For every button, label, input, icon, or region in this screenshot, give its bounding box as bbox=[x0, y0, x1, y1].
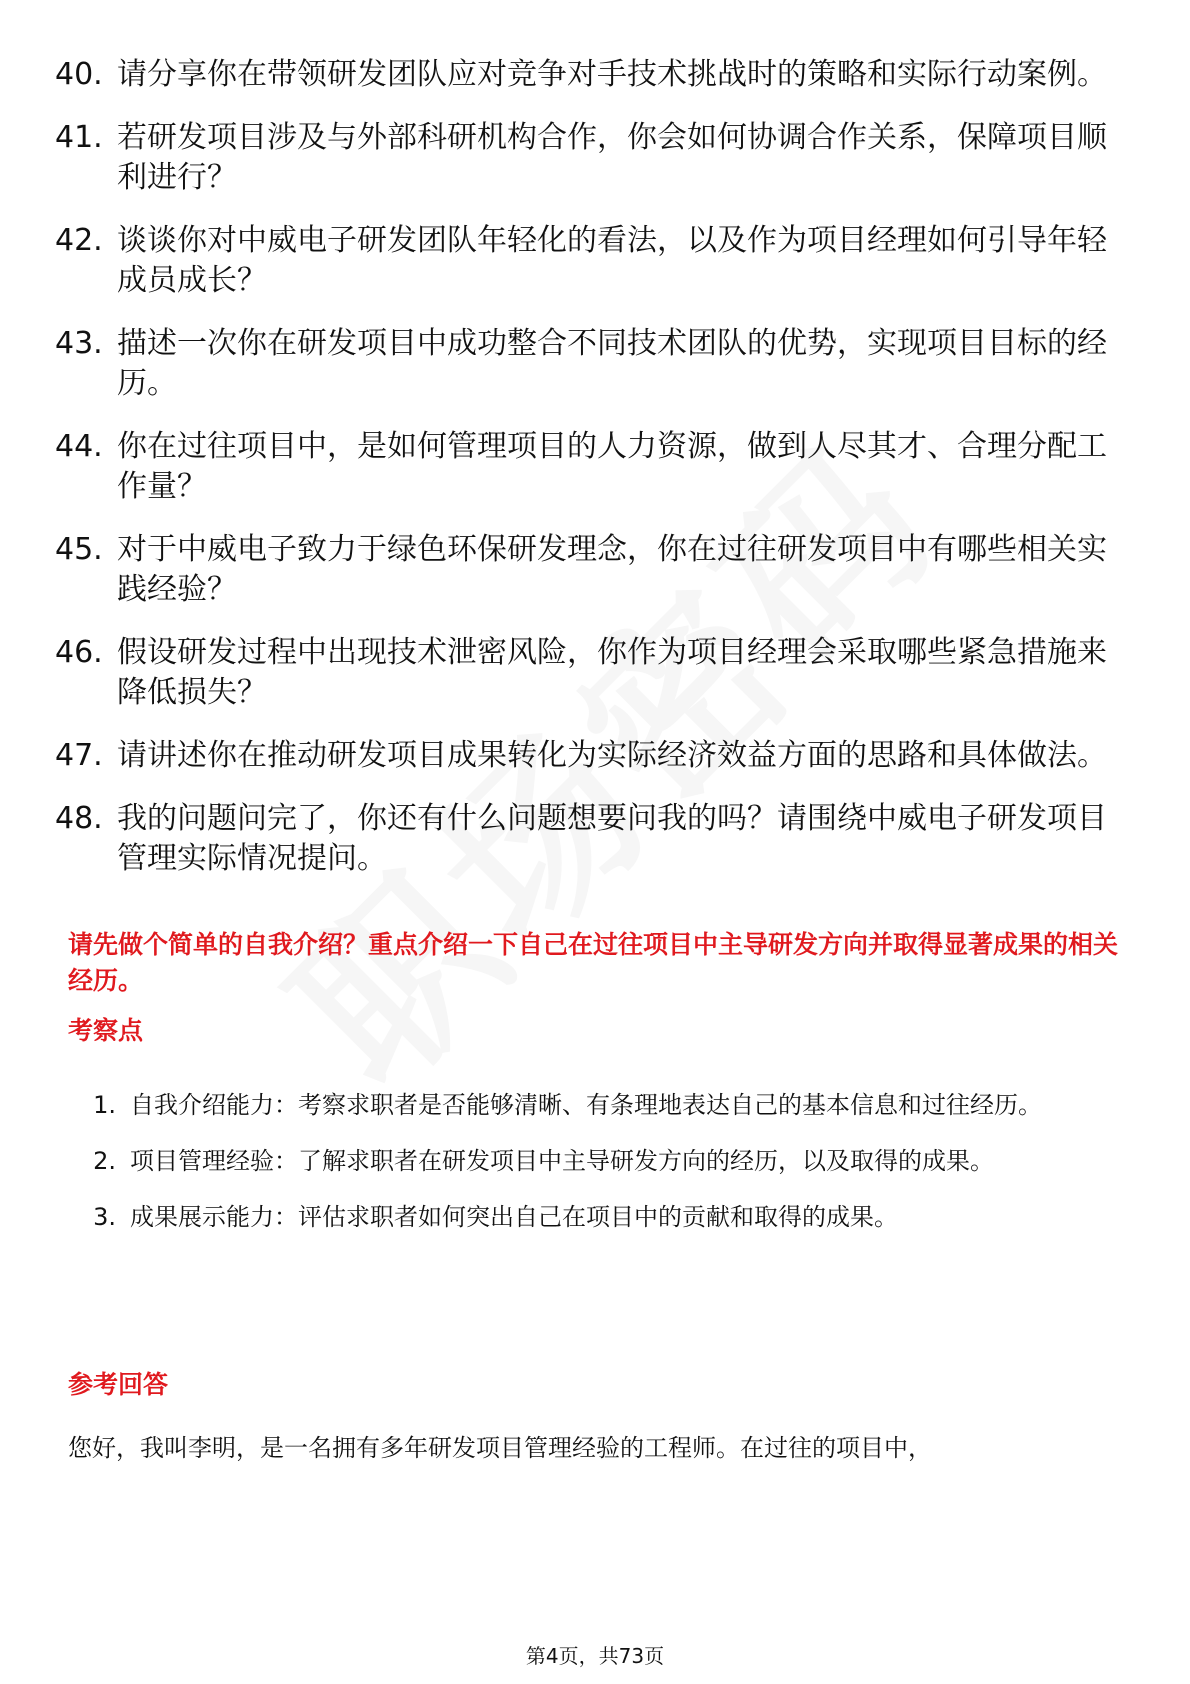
answer-heading: 参考回答 bbox=[68, 1370, 169, 1399]
points-heading: 考察点 bbox=[68, 1016, 144, 1045]
points-list bbox=[76, 1080, 1116, 1248]
question-text: 对于中威电子致力于绿色环保研发理念，你在过往研发项目中有哪些相关实践经验？ bbox=[117, 532, 1107, 607]
point-text: 自我介绍能力：考察求职者是否能够清晰、有条理地表达自己的基本信息和过往经历。 bbox=[130, 1091, 1042, 1119]
question-number: 45. bbox=[55, 532, 103, 567]
question-text: 请讲述你在推动研发项目成果转化为实际经济效益方面的思路和具体做法。 bbox=[117, 738, 1107, 773]
page-footer: 第4页，共73页 bbox=[525, 1644, 665, 1668]
question-text: 我的问题问完了，你还有什么问题想要问我的吗？请围绕中威电子研发项目管理实际情况提问。 bbox=[117, 801, 1107, 876]
question-number: 48. bbox=[55, 801, 103, 836]
list-item bbox=[76, 1080, 1116, 1130]
list-item bbox=[55, 427, 1135, 507]
list-item bbox=[55, 633, 1135, 713]
question-number: 43. bbox=[55, 326, 103, 361]
point-number: 1. bbox=[93, 1091, 116, 1119]
list-item bbox=[55, 736, 1135, 776]
question-text: 假设研发过程中出现技术泄密风险，你作为项目经理会采取哪些紧急措施来降低损失？ bbox=[117, 635, 1107, 710]
question-text: 谈谈你对中威电子研发团队年轻化的看法，以及作为项目经理如何引导年轻成员成长？ bbox=[117, 223, 1107, 298]
list-item bbox=[55, 799, 1135, 879]
point-text: 成果展示能力：评估求职者如何突出自己在项目中的贡献和取得的成果。 bbox=[130, 1203, 898, 1231]
point-text: 项目管理经验：了解求职者在研发项目中主导研发方向的经历，以及取得的成果。 bbox=[130, 1147, 994, 1175]
question-text: 请分享你在带领研发团队应对竞争对手技术挑战时的策略和实际行动案例。 bbox=[117, 57, 1107, 92]
question-number: 44. bbox=[55, 429, 103, 464]
question-number: 40. bbox=[55, 57, 103, 92]
answer-text: 您好，我叫李明，是一名拥有多年研发项目管理经验的工程师。在过往的项目中， bbox=[68, 1434, 932, 1462]
question-text: 描述一次你在研发项目中成功整合不同技术团队的优势，实现项目目标的经历。 bbox=[117, 326, 1107, 401]
list-item bbox=[55, 55, 1135, 95]
question-list bbox=[55, 55, 1135, 902]
question-number: 42. bbox=[55, 223, 103, 258]
question-number: 41. bbox=[55, 120, 103, 155]
list-item bbox=[55, 221, 1135, 301]
focus-question: 请先做个简单的自我介绍？重点介绍一下自己在过往项目中主导研发方向并取得显著成果的相关经历。 bbox=[68, 930, 1119, 995]
question-number: 47. bbox=[55, 738, 103, 773]
question-text: 若研发项目涉及与外部科研机构合作，你会如何协调合作关系，保障项目顺利进行？ bbox=[117, 120, 1107, 195]
point-number: 2. bbox=[93, 1147, 116, 1175]
list-item bbox=[55, 324, 1135, 404]
list-item bbox=[55, 118, 1135, 198]
list-item bbox=[76, 1192, 1116, 1242]
list-item bbox=[55, 530, 1135, 610]
list-item bbox=[76, 1136, 1116, 1186]
question-number: 46. bbox=[55, 635, 103, 670]
question-text: 你在过往项目中，是如何管理项目的人力资源，做到人尽其才、合理分配工作量？ bbox=[117, 429, 1107, 504]
point-number: 3. bbox=[93, 1203, 116, 1231]
